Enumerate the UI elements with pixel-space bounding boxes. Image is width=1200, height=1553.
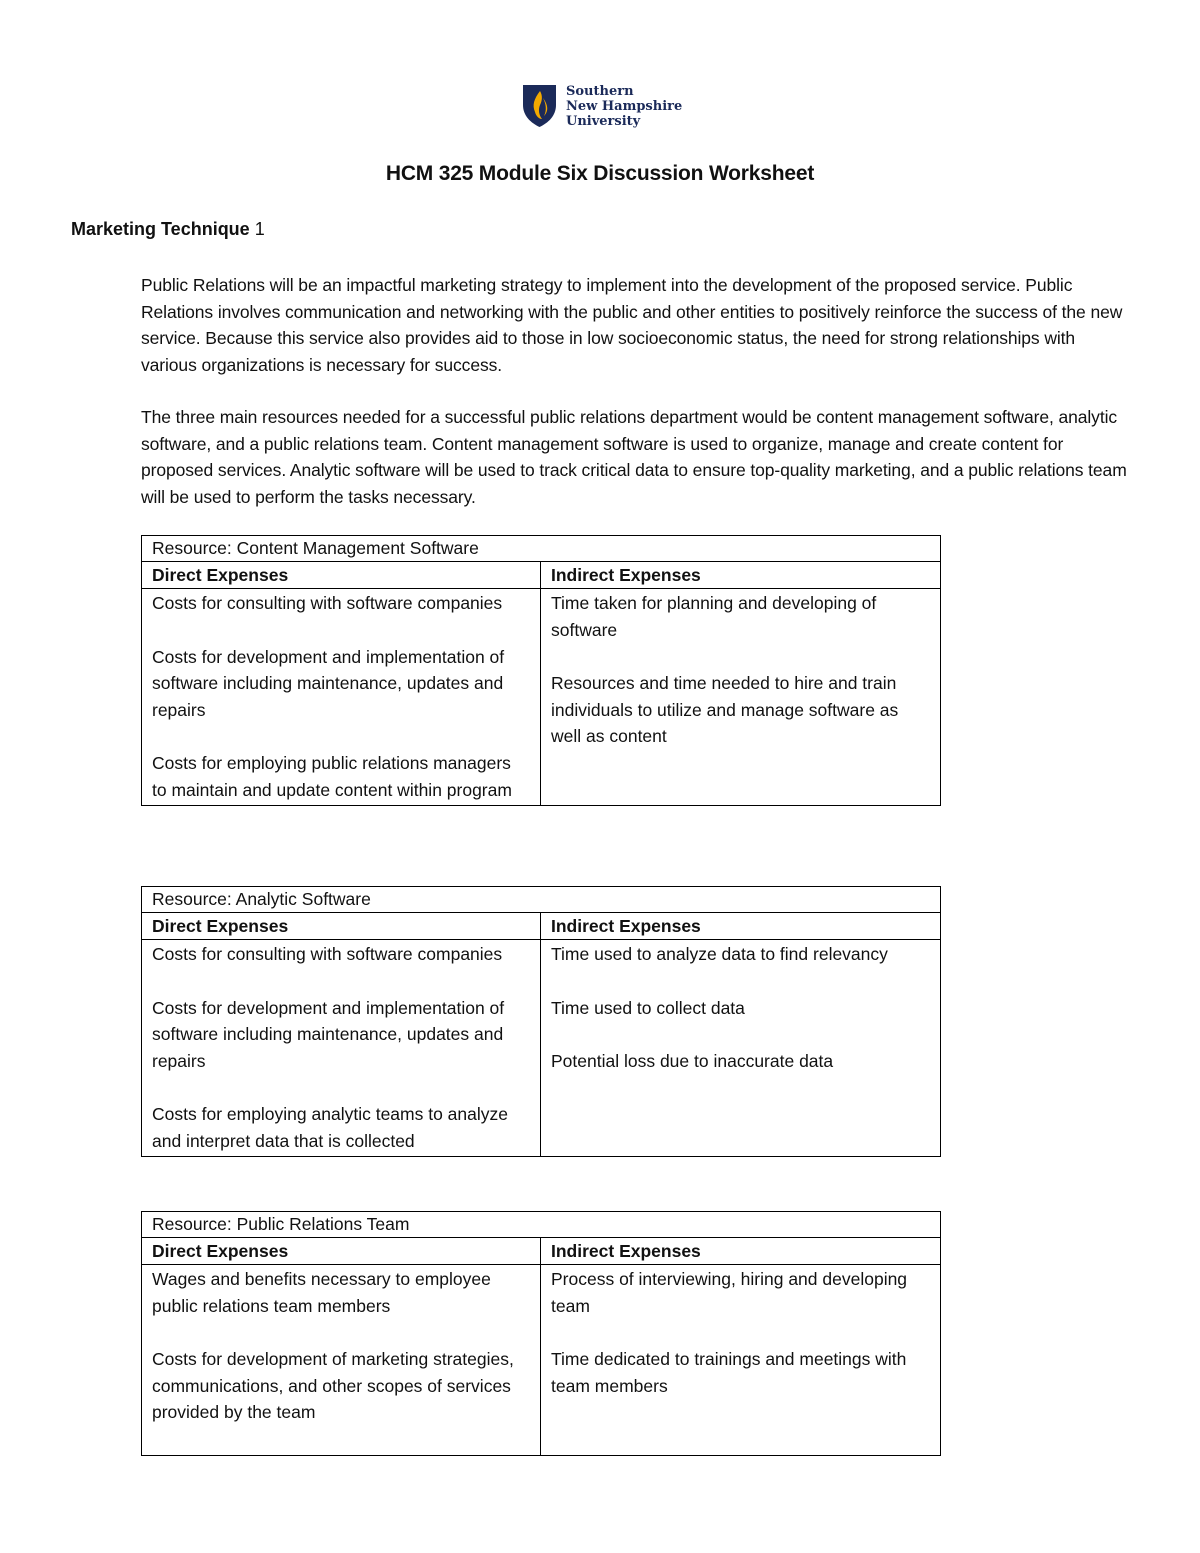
- direct-expenses-cell: [142, 589, 541, 806]
- section-heading-text: Marketing Technique: [71, 219, 250, 239]
- expense-item: Costs for development of marketing strategies, communications, and other scopes of services provided by the team: [152, 1349, 514, 1423]
- resource-table-content-management: [141, 535, 941, 806]
- direct-expenses-header: Direct Expenses: [142, 913, 541, 940]
- indirect-expenses-header: Indirect Expenses: [541, 562, 941, 589]
- expense-item: Costs for development and implementation of software including maintenance, updates and repairs: [152, 997, 505, 1071]
- direct-expenses-header: Direct Expenses: [142, 562, 541, 589]
- direct-expenses-header: Direct Expenses: [142, 1238, 541, 1265]
- expense-item: Potential loss due to inaccurate data: [551, 1051, 834, 1072]
- direct-expenses-cell: [142, 1265, 541, 1456]
- logo-line: New Hampshire: [566, 99, 683, 114]
- indirect-expenses-cell: [541, 1265, 941, 1456]
- expense-item: Time dedicated to trainings and meetings with team members: [551, 1349, 907, 1396]
- expense-item: Costs for employing public relations managers to maintain and update content within program: [152, 753, 512, 800]
- expense-item: Process of interviewing, hiring and developing team: [551, 1269, 908, 1316]
- direct-expenses-cell: [142, 940, 541, 1157]
- paragraph-resources: The three main resources needed for a successful public relations department would be content management software, analytic software, and a public relations team. Content management software is used to organize, manage and create content for proposed services. Analytic software will be used to track critical data to ensure top-quality marketing, and a public relations team will be used to perform the tasks necessary.: [141, 407, 1127, 507]
- logo-line: Southern: [566, 84, 634, 99]
- indirect-expenses-header: Indirect Expenses: [541, 913, 941, 940]
- expense-item: Time used to collect data: [551, 997, 745, 1018]
- resource-title: Resource: Analytic Software: [142, 887, 941, 913]
- expense-item: Time taken for planning and developing of software: [551, 593, 877, 640]
- paragraph-intro: Public Relations will be an impactful marketing strategy to implement into the development of the proposed service. Public Relations involves communication and networking with the public and other entities to positively reinforce the success of the new service. Because this service also provides aid to those in low socioeconomic status, the need for strong relationships with various organizations is necessary for success.: [141, 275, 1123, 375]
- indirect-expenses-cell: [541, 589, 941, 806]
- logo-wordmark: [566, 84, 682, 129]
- university-logo: [521, 83, 691, 133]
- logo-line: University: [566, 114, 641, 129]
- resource-table-public-relations-team: [141, 1211, 941, 1456]
- indirect-expenses-cell: [541, 940, 941, 1157]
- resource-table-analytic-software: [141, 886, 941, 1157]
- document-title: HCM 325 Module Six Discussion Worksheet: [385, 162, 815, 185]
- section-heading: [71, 219, 265, 240]
- resource-title: Resource: Content Management Software: [142, 536, 941, 562]
- expense-item: Time used to analyze data to find relevancy: [551, 944, 888, 964]
- expense-item: Costs for development and implementation of software including maintenance, updates and repairs: [152, 646, 505, 720]
- expense-item: Costs for employing analytic teams to analyze and interpret data that is collected: [152, 1104, 508, 1151]
- indirect-expenses-header: Indirect Expenses: [541, 1238, 941, 1265]
- expense-item: Wages and benefits necessary to employee public relations team members: [152, 1269, 491, 1316]
- expense-item: Resources and time needed to hire and train individuals to utilize and manage software as well as content: [551, 673, 899, 747]
- expense-item: Costs for consulting with software companies: [152, 944, 503, 964]
- shield-flame-icon: [521, 83, 558, 129]
- expense-item: Costs for consulting with software companies: [152, 593, 503, 613]
- resource-title: Resource: Public Relations Team: [142, 1212, 941, 1238]
- section-heading-number: 1: [254, 219, 265, 239]
